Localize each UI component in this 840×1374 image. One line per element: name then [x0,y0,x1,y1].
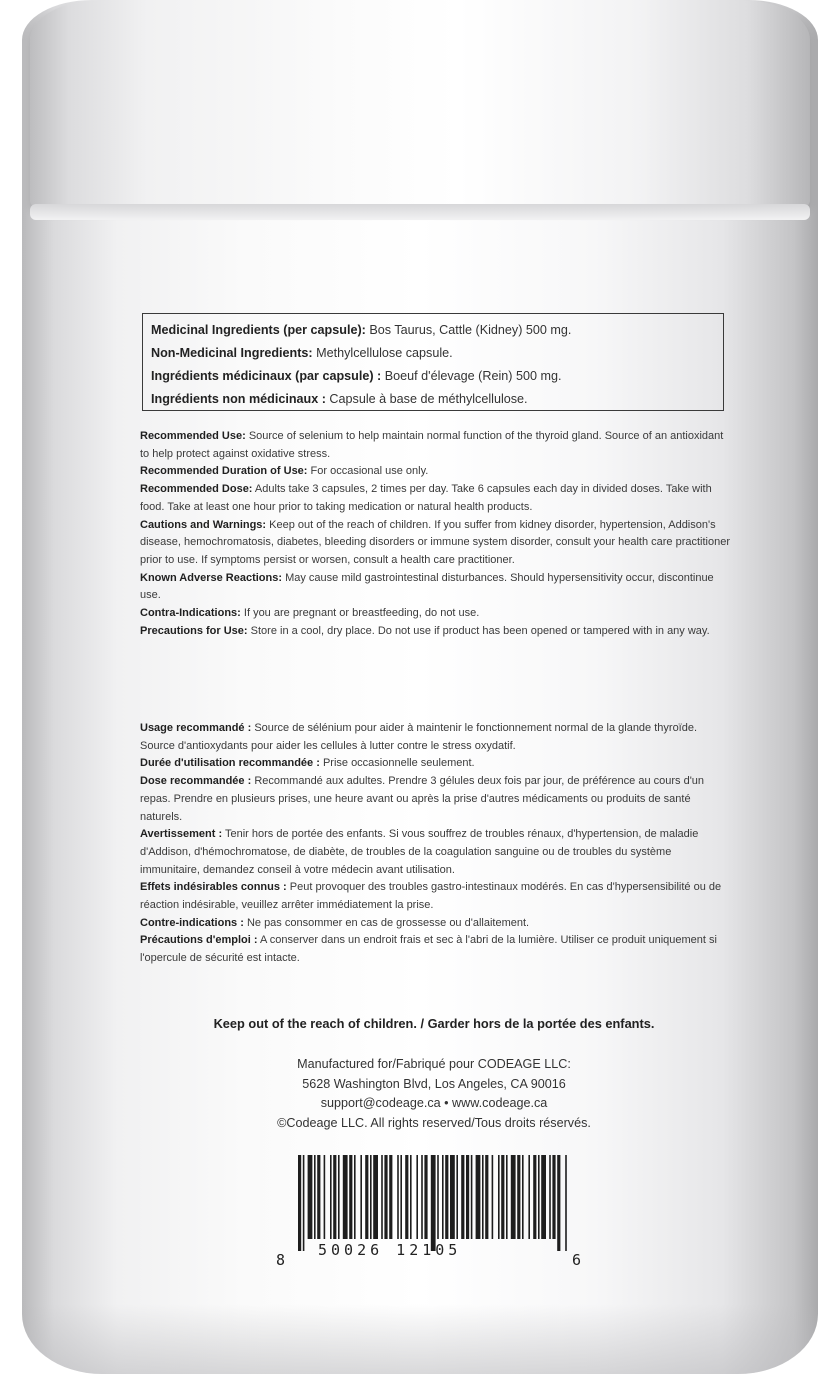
dose-recommandee [140,773,732,826]
copyright-notice: ©Codeage LLC. All rights reserved/Tous droits réservés. [277,1115,591,1130]
barcode-bar [405,1155,408,1239]
duree-utilisation-label: Durée d'utilisation recommandée : [140,757,320,770]
adverse-reactions [140,570,732,605]
barcode-middle-digits: 50026 12105 [318,1241,462,1259]
barcode-bar [384,1155,387,1239]
precautions-for-use-label: Precautions for Use: [140,624,248,637]
barcode-bar [365,1155,368,1239]
barcode-bar [303,1155,305,1251]
barcode-bars [298,1155,568,1255]
barcode-bar [360,1155,362,1239]
barcode-bar [317,1155,320,1239]
barcode-bar [373,1155,378,1239]
effets-indesirables-label: Effets indésirables connus : [140,881,287,894]
manufacturer-info [118,1055,750,1133]
recommended-duration [140,463,732,481]
barcode-bar [349,1155,352,1239]
usage-recommande-text: Source de sélénium pour aider à maintenir le fonctionnement normal de la glande thyroïde. Source d'antioxydants pour aider les cellules à lutter contre le stress oxydatif. [140,722,698,752]
barcode-bar [485,1155,488,1239]
manufacturer-line: Manufactured for/Fabriqué pour CODEAGE LLC: [297,1057,571,1071]
contre-indications-label: Contre-indications : [140,916,244,929]
barcode-bar [298,1155,301,1251]
barcode-bar [476,1155,481,1239]
barcode-bar [410,1155,412,1239]
recommended-dose-text: Adults take 3 capsules, 2 times per day. Take 6 capsules each day in divided doses. Take with food. Take at least one hour prior to taking medication or natural health products. [140,483,712,513]
effets-indesirables-text: Peut provoquer des troubles gastro-intestinaux modérés. En cas d'hypersensibilité ou de réaction indésirable, veuillez arrêter immédiatement la prise. [140,881,722,912]
barcode-bar [445,1155,448,1239]
barcode-bar [450,1155,455,1239]
barcode-bar [308,1155,313,1239]
barcode-bar [400,1155,402,1239]
barcode-bar [538,1155,540,1239]
non-medicinal-ingredients-label: Non-Medicinal Ingredients: [151,346,313,360]
barcode-bar [533,1155,536,1239]
barcode-bar [552,1155,555,1239]
adverse-reactions-label: Known Adverse Reactions: [140,571,283,584]
barcode-bar [492,1155,494,1239]
dose-recommandee-label: Dose recommandée : [140,775,252,788]
barcode-bar [565,1155,567,1251]
barcode-bar [416,1155,418,1239]
medicinal-ingredients-label: Medicinal Ingredients (per capsule): [151,323,366,337]
adverse-reactions-text: May cause mild gastrointestinal disturbances. Should hypersensitivity occur, discontinue use. [140,571,714,602]
ingredients-non-medicinaux-value: Capsule à base de méthylcellulose. [325,392,528,406]
barcode-bar [338,1155,340,1239]
barcode-bar [424,1155,427,1239]
barcode-bar [501,1155,504,1239]
precautions-emploi-text: A conserver dans un endroit frais et sec à l'abri de la lumière. Utiliser ce produit uniquement si l'opercule de sécurité est intacte. [140,934,717,965]
manufacturer-address: 5628 Washington Blvd, Los Angeles, CA 90016 [302,1076,566,1091]
medicinal-ingredients-line [151,319,715,342]
barcode-bar [466,1155,469,1239]
barcode-bar [381,1155,383,1239]
recommended-use-text: Source of selenium to help maintain normal function of the thyroid gland. Source of an antioxidant to help protect against oxidative stress. [140,430,724,460]
usage-recommande-label: Usage recommandé : [140,722,252,734]
non-medicinal-ingredients-value: Methylcellulose capsule. [312,346,453,360]
barcode-bar [431,1155,436,1251]
barcode-bar [421,1155,423,1239]
effets-indesirables [140,879,732,914]
precautions-emploi-label: Précautions d'emploi : [140,934,258,947]
ingredients-medicinaux-line [151,365,715,388]
barcode-bar [397,1155,399,1239]
barcode [276,1155,586,1275]
contre-indications [140,915,732,933]
precautions-for-use-text: Store in a cool, dry place. Do not use if product has been opened or tampered with in any way. [247,624,710,637]
barcode-bar [471,1155,473,1239]
dose-recommandee-text: Recommandé aux adultes. Prendre 3 gélules deux fois par jour, de préférence au cours d'un repas. Prendre en plusieurs prises, une heure avant ou après la prise d'autres médicaments ou produits de santé naturels. [140,775,705,823]
recommended-duration-label: Recommended Duration of Use: [140,465,308,478]
contra-indications-text: If you are pregnant or breastfeeding, do not use. [240,607,480,620]
recommended-use-label: Recommended Use: [140,430,246,442]
lid-rim [30,204,810,220]
supplement-bottle [22,0,818,1374]
avertissement-label: Avertissement : [140,828,223,841]
barcode-bar [522,1155,524,1239]
ingredients-box [142,313,724,411]
barcode-bar [557,1155,560,1251]
cautions-warnings-label: Cautions and Warnings: [140,518,267,531]
non-medicinal-ingredients-line [151,342,715,365]
barcode-bar [389,1155,392,1239]
barcode-bar [506,1155,508,1239]
contre-indications-text: Ne pas consommer en cas de grossesse ou d'allaitement. [243,916,530,929]
barcode-bar [343,1155,348,1239]
barcode-bar [541,1155,546,1239]
ingredients-non-medicinaux-label: Ingrédients non médicinaux : [151,392,326,406]
barcode-bar [511,1155,516,1239]
duree-utilisation-text: Prise occasionnelle seulement. [319,757,475,770]
recommended-use [140,428,732,463]
recommended-dose [140,481,732,516]
bottle-lid [30,0,810,210]
recommended-dose-label: Recommended Dose: [140,483,253,496]
duree-utilisation [140,755,732,773]
barcode-bar [549,1155,551,1239]
barcode-bar [354,1155,356,1239]
english-directions [140,428,732,640]
ingredients-medicinaux-value: Boeuf d'élevage (Rein) 500 mg. [381,369,562,383]
barcode-bar [517,1155,520,1239]
ingredients-medicinaux-label: Ingrédients médicinaux (par capsule) : [151,369,382,383]
avertissement [140,826,732,879]
precautions-for-use [140,623,732,641]
barcode-bar [314,1155,316,1239]
usage-recommande [140,720,732,755]
barcode-left-digit: 8 [276,1251,286,1269]
cautions-warnings-text: Keep out of the reach of children. If you suffer from kidney disorder, hypertension, Addison's disease, hemochromatosis, diabetes, bleeding disorders or immune system disorder, consult your health care practitioner prior to use. If symptoms persist or worsen, consult a health care practitioner. [140,518,731,566]
cautions-warnings [140,517,732,570]
barcode-right-digit: 6 [572,1251,582,1269]
ingredients-non-medicinaux-line [151,388,715,411]
recommended-duration-text: For occasional use only. [307,465,429,478]
keep-out-of-reach-notice: Keep out of the reach of children. / Garder hors de la portée des enfants. [213,1016,655,1031]
barcode-bar [456,1155,458,1239]
barcode-bar [333,1155,336,1239]
manufacturer-contact: support@codeage.ca • www.codeage.ca [320,1096,548,1110]
contra-indications-label: Contra-Indications: [140,607,241,620]
medicinal-ingredients-value: Bos Taurus, Cattle (Kidney) 500 mg. [365,323,572,337]
barcode-bar [461,1155,464,1239]
french-directions [140,720,732,968]
barcode-bar [324,1155,326,1239]
barcode-bar [442,1155,444,1239]
contra-indications [140,605,732,623]
barcode-bar [330,1155,332,1239]
barcode-bar [498,1155,500,1239]
precautions-emploi [140,932,732,967]
avertissement-text: Tenir hors de portée des enfants. Si vous souffrez de troubles rénaux, d'hypertension, de maladie d'Addison, d'hémochromatose, de diabète, de troubles de la coagulation sanguine ou de troubles du système immunitaire, demandez conseil à votre médecin avant utilisation. [140,828,699,876]
barcode-bar [482,1155,484,1239]
barcode-bar [437,1155,439,1239]
barcode-bar [528,1155,530,1239]
barcode-bar [370,1155,372,1239]
bottle-bottom-shadow [22,1304,818,1374]
